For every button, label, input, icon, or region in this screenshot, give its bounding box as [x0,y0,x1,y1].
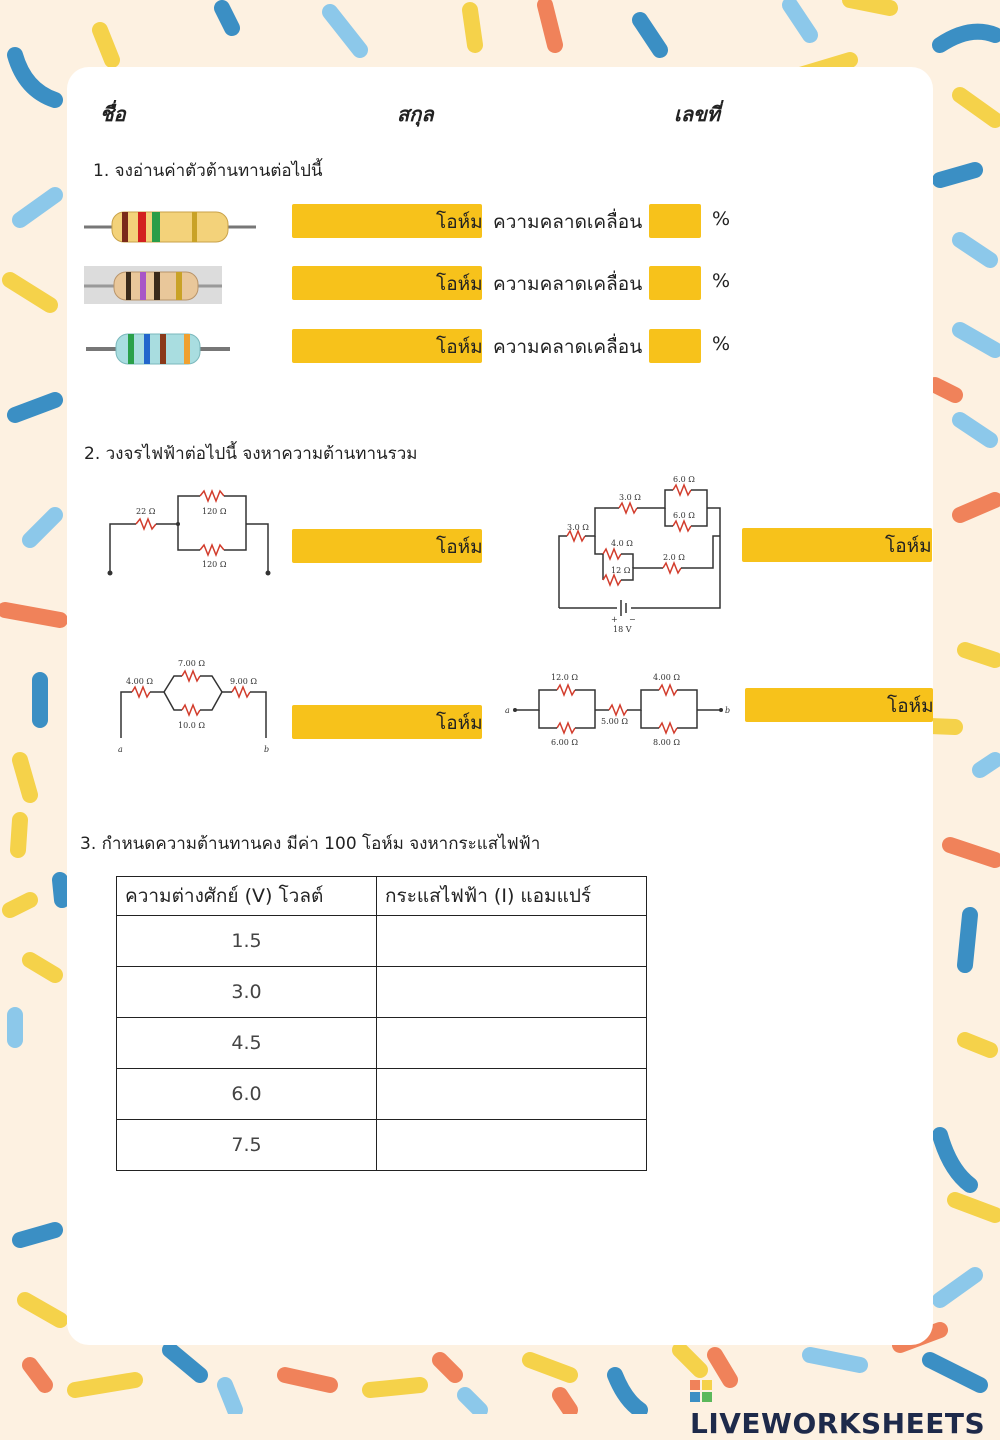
voltage-cell: 7.5 [117,1120,377,1171]
band-2 [138,212,146,242]
table-row [117,916,647,967]
band-2 [140,272,146,300]
battery-plus: + [611,615,618,624]
voltage-cell: 6.0 [117,1069,377,1120]
question-2-title: 2. วงจรไฟฟ้าต่อไปนี้ จงหาความต้านทานรวม [84,444,418,464]
resistor-image-3 [86,330,230,368]
voltage-cell: 4.5 [117,1018,377,1069]
band-1 [128,334,134,364]
resistor-label: 4.00 Ω [126,677,153,686]
current-answer-cell[interactable] [377,916,647,967]
percent-sign: % [712,270,731,292]
number-label: เลขที่ [674,102,720,126]
terminal-a: a [505,706,510,715]
liveworksheets-logo-icon [690,1380,712,1402]
resistor-label: 120 Ω [202,560,227,569]
liveworksheets-logo[interactable] [690,1374,1000,1440]
resistor-label: 6.00 Ω [551,738,578,747]
name-label: ชื่อ [100,102,126,126]
band-3 [154,272,160,300]
tolerance-blank-r2[interactable] [649,266,701,300]
band-4 [176,272,182,300]
table-row [117,1018,647,1069]
voltage-cell: 3.0 [117,967,377,1018]
band-2 [144,334,150,364]
band-3 [152,212,160,242]
band-4 [184,334,190,364]
logo-text: LIVEWORKSHEETS [690,1407,986,1440]
question-3-title: 3. กำหนดความต้านทานคง มีค่า 100 โอห์ม จงหากระแสไฟฟ้า [80,834,541,854]
band-1 [126,272,131,300]
resistor-label: 7.00 Ω [178,659,205,668]
resistor-label: 3.0 Ω [567,523,589,532]
resistor-label: 22 Ω [136,507,156,516]
resistor-label: 8.00 Ω [653,738,680,747]
resistor-label: 120 Ω [202,507,227,516]
tolerance-label: ความคลาดเคลื่อน [493,211,643,233]
resistor-label: 2.0 Ω [663,553,685,562]
tolerance-blank-r3[interactable] [649,329,701,363]
resistor-label: 6.0 Ω [673,511,695,520]
circuit-diagram-2 [555,472,730,638]
resistor-label: 3.0 Ω [619,493,641,502]
resistor-label: 10.0 Ω [178,721,205,730]
table-row [117,1069,647,1120]
table-header-row [117,877,647,916]
unit-label: โอห์ม [436,211,483,233]
circuit-diagram-4 [505,668,735,750]
unit-label: โอห์ม [436,536,483,558]
current-answer-cell[interactable] [377,1120,647,1171]
question-1-title: 1. จงอ่านค่าตัวต้านทานต่อไปนี้ [93,161,323,181]
battery-label: 18 V [613,625,632,634]
resistor-label: 12.0 Ω [551,673,578,682]
battery-minus: − [629,615,636,624]
column-header-voltage: ความต่างศักย์ (V) โวลต์ [117,877,377,916]
resistor-label: 4.00 Ω [653,673,680,682]
voltage-cell: 1.5 [117,916,377,967]
resistor-label: 5.00 Ω [601,717,628,726]
terminal-b: b [264,745,270,754]
unit-label: โอห์ม [885,535,932,557]
tolerance-blank-r1[interactable] [649,204,701,238]
voltage-current-table [116,876,647,1171]
circuit-diagram-3 [112,654,278,756]
resistor-label: 12 Ω [611,566,631,575]
resistor-label: 6.0 Ω [673,475,695,484]
current-answer-cell[interactable] [377,1069,647,1120]
terminal-a: a [118,745,123,754]
unit-label: โอห์ม [436,273,483,295]
tolerance-label: ความคลาดเคลื่อน [493,273,643,295]
current-answer-cell[interactable] [377,967,647,1018]
unit-label: โอห์ม [887,695,934,717]
resistor-image-2 [84,266,222,304]
circuit-diagram-1 [100,488,280,578]
percent-sign: % [712,208,731,230]
table-row [117,967,647,1018]
resistor-label: 9.00 Ω [230,677,257,686]
column-header-current: กระแสไฟฟ้า (I) แอมแปร์ [377,877,647,916]
surname-label: สกุล [397,102,434,126]
current-answer-cell[interactable] [377,1018,647,1069]
band-4 [192,212,197,242]
terminal-b: b [725,706,731,715]
unit-label: โอห์ม [436,712,483,734]
resistor-label: 4.0 Ω [611,539,633,548]
percent-sign: % [712,333,731,355]
table-row [117,1120,647,1171]
band-3 [160,334,166,364]
resistor-image-1 [84,204,256,248]
band-1 [122,212,128,242]
unit-label: โอห์ม [436,336,483,358]
tolerance-label: ความคลาดเคลื่อน [493,336,643,358]
